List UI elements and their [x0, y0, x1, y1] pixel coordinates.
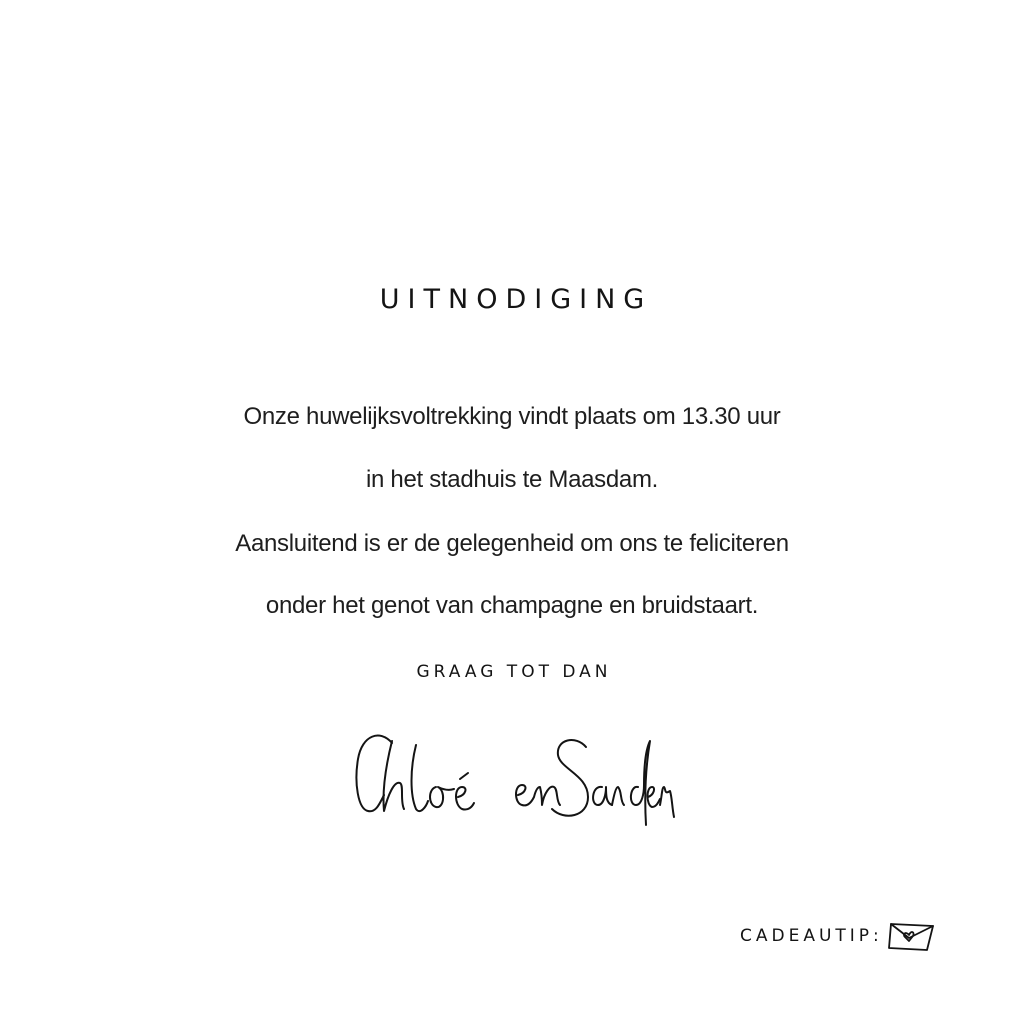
envelope-heart-icon [887, 918, 937, 954]
body-line-location: in het stadhuis te Maasdam. [365, 466, 659, 493]
body-line-time: Onze huwelijksvoltrekking vindt plaats om 13.30 uur [243, 403, 781, 430]
signature [340, 725, 680, 835]
invitation-title: UITNODIGING [379, 284, 653, 315]
body-line-congratulate: Aansluitend is er de gelegenheid om ons te feliciteren [235, 530, 789, 557]
closing-text: GRAAG TOT DAN [416, 662, 612, 682]
gift-tip [740, 918, 937, 954]
body-line-refreshments: onder het genot van champagne en bruidstaart. [265, 592, 759, 619]
gift-tip-label: CADEAUTIP: [740, 926, 883, 946]
